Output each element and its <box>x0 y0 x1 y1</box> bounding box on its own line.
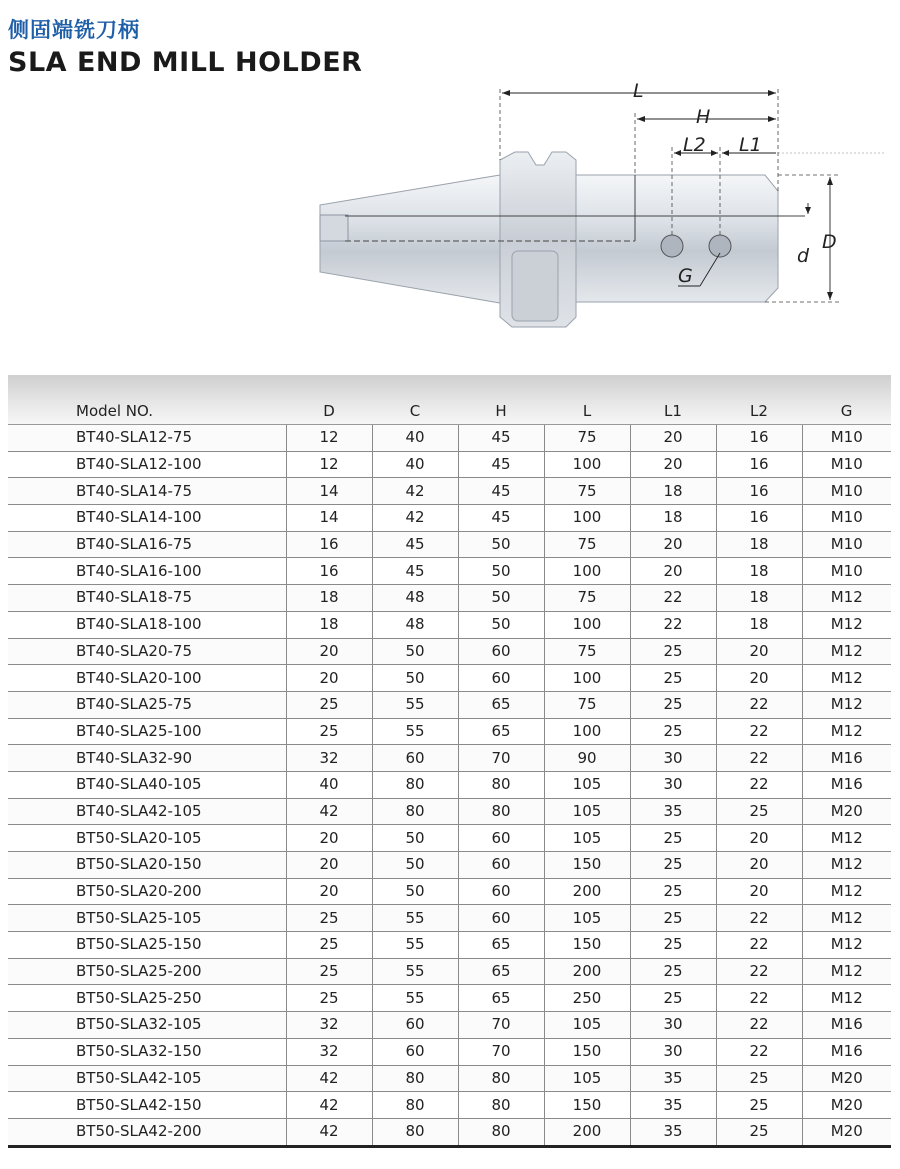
table-cell: 18 <box>286 611 372 638</box>
table-cell: BT50-SLA32-150 <box>8 1038 286 1065</box>
table-cell: 22 <box>716 985 802 1012</box>
table-cell: 22 <box>716 691 802 718</box>
table-cell: 200 <box>544 878 630 905</box>
table-cell: 60 <box>458 638 544 665</box>
table-cell: 55 <box>372 905 458 932</box>
table-cell: 25 <box>630 638 716 665</box>
table-row <box>8 905 891 932</box>
table-cell: M16 <box>802 1012 891 1039</box>
table-cell: M16 <box>802 771 891 798</box>
dim-label-d: d <box>797 245 810 267</box>
table-row <box>8 505 891 532</box>
table-cell: 20 <box>630 558 716 585</box>
table-cell: 22 <box>716 958 802 985</box>
table-cell: 80 <box>372 1065 458 1092</box>
table-cell: 12 <box>286 425 372 452</box>
table-cell: 20 <box>716 825 802 852</box>
table-cell: 65 <box>458 691 544 718</box>
table-cell: 25 <box>286 691 372 718</box>
table-cell: 22 <box>716 932 802 959</box>
table-cell: 200 <box>544 1118 630 1146</box>
table-cell: 150 <box>544 852 630 879</box>
table-cell: 25 <box>630 665 716 692</box>
table-cell: M12 <box>802 585 891 612</box>
table-cell: 18 <box>630 478 716 505</box>
table-cell: 70 <box>458 1038 544 1065</box>
table-cell: 80 <box>372 1092 458 1119</box>
table-row <box>8 1012 891 1039</box>
table-cell: M12 <box>802 985 891 1012</box>
table-cell: 60 <box>372 745 458 772</box>
table-cell: 20 <box>716 638 802 665</box>
table-cell: 25 <box>286 905 372 932</box>
header-L1: L1 <box>630 375 716 425</box>
table-cell: BT40-SLA14-100 <box>8 505 286 532</box>
header-model: Model NO. <box>8 375 286 425</box>
table-cell: 80 <box>458 1118 544 1146</box>
table-cell: 20 <box>630 531 716 558</box>
table-row <box>8 958 891 985</box>
table-cell: 55 <box>372 958 458 985</box>
table-cell: 25 <box>630 932 716 959</box>
dim-label-G: G <box>678 265 693 287</box>
table-cell: 75 <box>544 691 630 718</box>
table-cell: 18 <box>716 611 802 638</box>
table-cell: 30 <box>630 1038 716 1065</box>
table-cell: BT40-SLA20-75 <box>8 638 286 665</box>
table-cell: M10 <box>802 531 891 558</box>
table-cell: 105 <box>544 825 630 852</box>
table-cell: 25 <box>716 1065 802 1092</box>
table-cell: 22 <box>630 611 716 638</box>
table-row <box>8 691 891 718</box>
table-cell: 80 <box>372 771 458 798</box>
header-L: L <box>544 375 630 425</box>
table-row <box>8 1038 891 1065</box>
table-cell: 50 <box>372 638 458 665</box>
table-cell: 42 <box>372 478 458 505</box>
table-cell: 55 <box>372 691 458 718</box>
table-row <box>8 878 891 905</box>
table-cell: 80 <box>458 1092 544 1119</box>
header-C: C <box>372 375 458 425</box>
title-english: SLA END MILL HOLDER <box>8 47 363 78</box>
table-cell: 60 <box>458 825 544 852</box>
table-cell: BT50-SLA20-200 <box>8 878 286 905</box>
dim-label-D: D <box>822 231 837 253</box>
table-header-row <box>8 375 891 425</box>
table-cell: 80 <box>458 798 544 825</box>
table-cell: 50 <box>458 611 544 638</box>
table-cell: 75 <box>544 478 630 505</box>
dim-label-L1: L1 <box>739 134 762 156</box>
table-cell: BT50-SLA32-105 <box>8 1012 286 1039</box>
table-cell: 20 <box>286 852 372 879</box>
header-D: D <box>286 375 372 425</box>
table-cell: 80 <box>372 1118 458 1146</box>
table-row <box>8 1065 891 1092</box>
table-cell: M10 <box>802 451 891 478</box>
table-row <box>8 771 891 798</box>
table-cell: 150 <box>544 1092 630 1119</box>
table-cell: 20 <box>716 665 802 692</box>
table-cell: 45 <box>458 425 544 452</box>
table-cell: 75 <box>544 425 630 452</box>
table-cell: 25 <box>286 985 372 1012</box>
table-cell: 14 <box>286 478 372 505</box>
dim-label-L2: L2 <box>683 134 706 156</box>
table-cell: BT40-SLA18-100 <box>8 611 286 638</box>
table-cell: 50 <box>372 825 458 852</box>
table-cell: BT40-SLA42-105 <box>8 798 286 825</box>
table-cell: 18 <box>630 505 716 532</box>
table-cell: M20 <box>802 798 891 825</box>
table-cell: 42 <box>286 798 372 825</box>
table-cell: 100 <box>544 611 630 638</box>
table-row <box>8 425 891 452</box>
flange-slot <box>512 251 558 321</box>
table-cell: 32 <box>286 745 372 772</box>
tool-holder-drawing <box>300 75 900 345</box>
table-cell: 105 <box>544 771 630 798</box>
table-cell: 250 <box>544 985 630 1012</box>
table-cell: 50 <box>458 558 544 585</box>
table-cell: 20 <box>286 665 372 692</box>
table-cell: 42 <box>286 1065 372 1092</box>
table-cell: 100 <box>544 451 630 478</box>
table-cell: BT50-SLA20-150 <box>8 852 286 879</box>
table-row <box>8 745 891 772</box>
table-cell: BT50-SLA25-200 <box>8 958 286 985</box>
dim-label-H: H <box>696 106 711 128</box>
table-cell: 25 <box>716 1118 802 1146</box>
table-cell: 45 <box>458 451 544 478</box>
table-cell: 25 <box>630 825 716 852</box>
table-cell: M10 <box>802 505 891 532</box>
table-row <box>8 558 891 585</box>
table-cell: 100 <box>544 665 630 692</box>
table-cell: 65 <box>458 932 544 959</box>
table-cell: 22 <box>716 718 802 745</box>
spec-table <box>8 375 891 1148</box>
table-cell: 48 <box>372 611 458 638</box>
table-cell: 22 <box>630 585 716 612</box>
table-cell: 32 <box>286 1012 372 1039</box>
table-cell: 50 <box>372 852 458 879</box>
table-cell: 35 <box>630 1065 716 1092</box>
table-cell: 75 <box>544 585 630 612</box>
table-cell: 50 <box>458 531 544 558</box>
table-cell: M10 <box>802 478 891 505</box>
table-cell: 70 <box>458 745 544 772</box>
header-G: G <box>802 375 891 425</box>
table-cell: 25 <box>630 718 716 745</box>
table-cell: 25 <box>630 905 716 932</box>
table-cell: M12 <box>802 691 891 718</box>
header-H: H <box>458 375 544 425</box>
table-row <box>8 932 891 959</box>
table-cell: M12 <box>802 878 891 905</box>
table-cell: 60 <box>458 878 544 905</box>
table-cell: 22 <box>716 1038 802 1065</box>
table-cell: 25 <box>630 985 716 1012</box>
table-cell: 80 <box>458 771 544 798</box>
table-cell: 20 <box>716 852 802 879</box>
table-cell: M20 <box>802 1065 891 1092</box>
table-cell: 40 <box>372 425 458 452</box>
table-cell: M12 <box>802 932 891 959</box>
table-cell: 20 <box>630 425 716 452</box>
table-cell: 105 <box>544 1065 630 1092</box>
table-cell: M20 <box>802 1092 891 1119</box>
table-cell: 25 <box>286 718 372 745</box>
table-cell: 105 <box>544 1012 630 1039</box>
table-cell: 50 <box>372 665 458 692</box>
table-cell: BT40-SLA16-100 <box>8 558 286 585</box>
table-row <box>8 665 891 692</box>
table-cell: 35 <box>630 1118 716 1146</box>
table-cell: 80 <box>458 1065 544 1092</box>
table-cell: 20 <box>286 825 372 852</box>
table-cell: 22 <box>716 905 802 932</box>
table-row <box>8 798 891 825</box>
table-cell: 42 <box>286 1092 372 1119</box>
table-cell: 45 <box>372 531 458 558</box>
table-cell: 75 <box>544 638 630 665</box>
table-cell: 16 <box>286 531 372 558</box>
table-cell: 60 <box>372 1038 458 1065</box>
table-cell: M10 <box>802 558 891 585</box>
table-cell: 90 <box>544 745 630 772</box>
table-cell: M12 <box>802 665 891 692</box>
table-cell: 20 <box>630 451 716 478</box>
table-cell: M20 <box>802 1118 891 1146</box>
title-chinese: 侧固端铣刀柄 <box>8 18 140 42</box>
table-cell: 45 <box>458 505 544 532</box>
table-cell: 50 <box>458 585 544 612</box>
pull-stud-bore <box>320 215 348 241</box>
table-cell: 55 <box>372 985 458 1012</box>
table-cell: 105 <box>544 905 630 932</box>
table-cell: 35 <box>630 1092 716 1119</box>
table-cell: 60 <box>458 665 544 692</box>
table-cell: 32 <box>286 1038 372 1065</box>
table-cell: 65 <box>458 985 544 1012</box>
table-cell: BT40-SLA18-75 <box>8 585 286 612</box>
table-cell: 25 <box>630 958 716 985</box>
table-cell: 30 <box>630 771 716 798</box>
table-cell: BT50-SLA25-250 <box>8 985 286 1012</box>
table-cell: 50 <box>372 878 458 905</box>
header-L2: L2 <box>716 375 802 425</box>
table-cell: BT40-SLA12-100 <box>8 451 286 478</box>
table-cell: 42 <box>372 505 458 532</box>
table-cell: 16 <box>286 558 372 585</box>
table-cell: 60 <box>458 852 544 879</box>
table-cell: 42 <box>286 1118 372 1146</box>
table-cell: 25 <box>630 878 716 905</box>
table-cell: M12 <box>802 718 891 745</box>
table-cell: BT50-SLA42-200 <box>8 1118 286 1146</box>
table-cell: 12 <box>286 451 372 478</box>
table-cell: 18 <box>716 558 802 585</box>
table-cell: 18 <box>286 585 372 612</box>
table-cell: 80 <box>372 798 458 825</box>
table-cell: 40 <box>286 771 372 798</box>
table-cell: M10 <box>802 425 891 452</box>
table-row <box>8 478 891 505</box>
table-cell: 65 <box>458 718 544 745</box>
table-cell: BT40-SLA20-100 <box>8 665 286 692</box>
set-screw-1 <box>661 235 683 257</box>
table-cell: 25 <box>716 1092 802 1119</box>
table-cell: BT40-SLA16-75 <box>8 531 286 558</box>
table-cell: BT40-SLA32-90 <box>8 745 286 772</box>
table-row <box>8 718 891 745</box>
table-cell: M12 <box>802 852 891 879</box>
table-cell: BT40-SLA25-75 <box>8 691 286 718</box>
table-cell: 16 <box>716 478 802 505</box>
dim-label-L: L <box>633 80 644 102</box>
table-cell: BT50-SLA25-150 <box>8 932 286 959</box>
table-cell: 200 <box>544 958 630 985</box>
table-cell: M12 <box>802 611 891 638</box>
table-cell: 30 <box>630 745 716 772</box>
table-cell: 45 <box>458 478 544 505</box>
table-cell: BT40-SLA40-105 <box>8 771 286 798</box>
table-cell: 25 <box>286 958 372 985</box>
table-cell: 18 <box>716 531 802 558</box>
table-cell: 60 <box>372 1012 458 1039</box>
table-cell: M12 <box>802 825 891 852</box>
table-cell: 16 <box>716 505 802 532</box>
table-row <box>8 451 891 478</box>
table-cell: M12 <box>802 638 891 665</box>
table-cell: 55 <box>372 932 458 959</box>
table-row <box>8 852 891 879</box>
table-cell: BT40-SLA25-100 <box>8 718 286 745</box>
table-cell: 18 <box>716 585 802 612</box>
table-cell: 150 <box>544 932 630 959</box>
table-cell: 35 <box>630 798 716 825</box>
table-row <box>8 825 891 852</box>
table-cell: 25 <box>286 932 372 959</box>
table-cell: BT50-SLA20-105 <box>8 825 286 852</box>
table-cell: BT50-SLA25-105 <box>8 905 286 932</box>
table-cell: 100 <box>544 558 630 585</box>
table-cell: 65 <box>458 958 544 985</box>
table-cell: 105 <box>544 798 630 825</box>
table-cell: 55 <box>372 718 458 745</box>
table-cell: M16 <box>802 745 891 772</box>
table-row <box>8 1092 891 1119</box>
table-row <box>8 585 891 612</box>
table-cell: 16 <box>716 451 802 478</box>
table-cell: 40 <box>372 451 458 478</box>
table-cell: 75 <box>544 531 630 558</box>
table-row <box>8 531 891 558</box>
table-cell: 22 <box>716 1012 802 1039</box>
table-row <box>8 611 891 638</box>
table-cell: BT50-SLA42-105 <box>8 1065 286 1092</box>
table-cell: 30 <box>630 1012 716 1039</box>
table-cell: 25 <box>630 691 716 718</box>
table-cell: 45 <box>372 558 458 585</box>
table-cell: 22 <box>716 745 802 772</box>
table-cell: M12 <box>802 958 891 985</box>
table-row <box>8 985 891 1012</box>
table-cell: 100 <box>544 505 630 532</box>
table-cell: BT40-SLA12-75 <box>8 425 286 452</box>
table-cell: 60 <box>458 905 544 932</box>
table-row <box>8 1118 891 1146</box>
table-cell: M16 <box>802 1038 891 1065</box>
table-cell: 25 <box>630 852 716 879</box>
table-cell: 70 <box>458 1012 544 1039</box>
table-cell: 16 <box>716 425 802 452</box>
table-cell: 20 <box>286 878 372 905</box>
table-cell: 25 <box>716 798 802 825</box>
table-cell: BT40-SLA14-75 <box>8 478 286 505</box>
table-cell: BT50-SLA42-150 <box>8 1092 286 1119</box>
table-cell: 48 <box>372 585 458 612</box>
table-cell: 20 <box>716 878 802 905</box>
table-cell: 100 <box>544 718 630 745</box>
table-cell: 150 <box>544 1038 630 1065</box>
table-cell: M12 <box>802 905 891 932</box>
table-cell: 20 <box>286 638 372 665</box>
table-cell: 22 <box>716 771 802 798</box>
table-row <box>8 638 891 665</box>
table-cell: 14 <box>286 505 372 532</box>
